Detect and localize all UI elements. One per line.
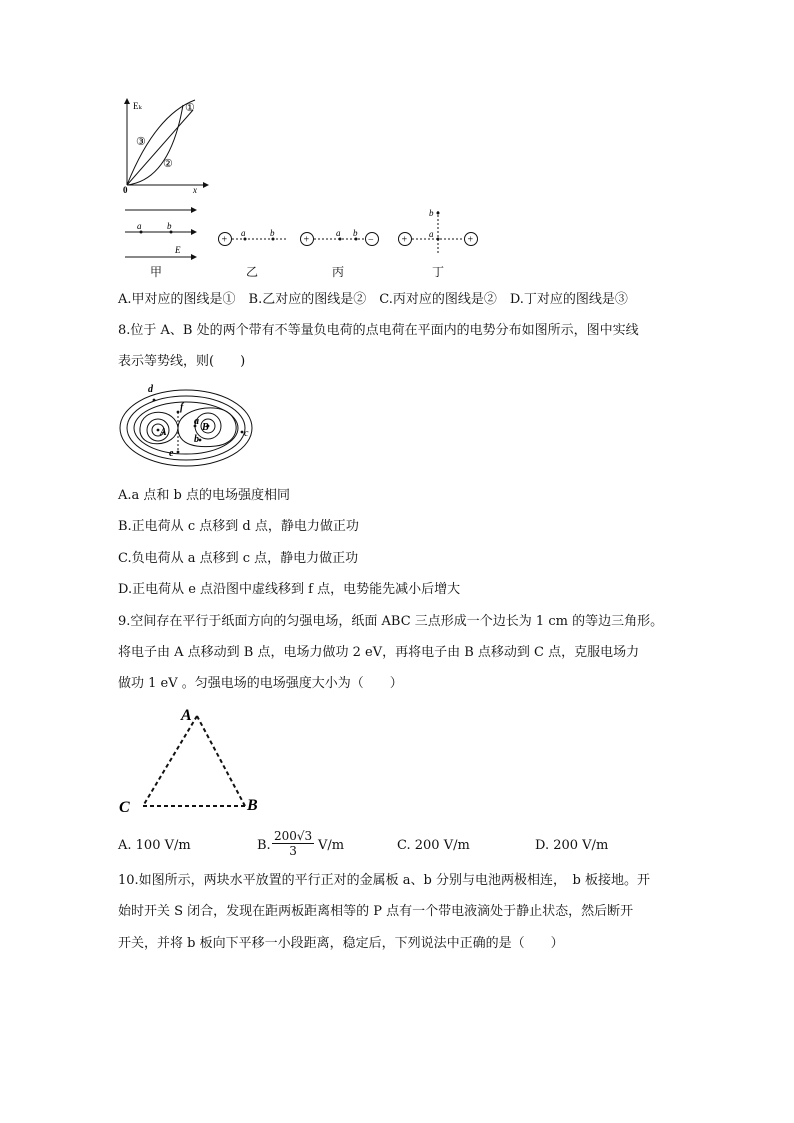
q9-stem-line1: 9.空间存在平行于纸面方向的匀强电场，纸面 ABC 三点形成一个边长为 1 cm 的等边三角形。 [118, 614, 664, 629]
q9-stem-line3: 做功 1 eV 。匀强电场的电场强度大小为（ ） [118, 676, 403, 691]
figure-jia [123, 202, 198, 262]
q10-stem-line3: 开关，并将 b 板向下平移一小段距离，稳定后，下列说法中正确的是（ ） [118, 936, 564, 951]
x-axis-label: x [193, 185, 197, 195]
triangle-figure [115, 702, 275, 817]
label-e: e [169, 448, 174, 459]
fraction-numerator: 200√3 [274, 829, 313, 843]
curve-label-3: ③ [136, 136, 146, 148]
bing-label-b: b [353, 228, 358, 238]
ding-label-b: b [429, 208, 434, 218]
caption-yi: 乙 [246, 265, 259, 279]
bing-label-a: a [336, 228, 341, 238]
triangle-label-A: A [181, 707, 192, 724]
q8-option-b: B.正电荷从 c 点移到 d 点，静电力做正功 [118, 519, 359, 534]
triangle-label-B: B [247, 797, 258, 814]
q9-option-c: C. 200 V/m [397, 838, 470, 853]
ding-label-a: a [429, 229, 434, 239]
equipotential-figure [118, 378, 258, 468]
label-A: A [160, 427, 167, 438]
label-c: c [244, 428, 249, 439]
q8-stem-line1: 8.位于 A、B 处的两个带有不等量负电荷的点电荷在平面内的电势分布如图所示，图中实线 [118, 323, 639, 338]
q9-option-b-fraction [272, 829, 314, 858]
q9-option-b-prefix: B. [257, 838, 271, 853]
q10-stem-line2: 始时开关 S 闭合，发现在距两板距离相等的 P 点有一个带电液滴处于静止状态，然后断开 [118, 904, 634, 919]
curve-label-1: ① [185, 102, 195, 114]
q7-options: A.甲对应的图线是① B.乙对应的图线是② C.丙对应的图线是② D.丁对应的图线是③ [118, 292, 628, 307]
q9-option-a: A. 100 V/m [118, 838, 191, 853]
ek-x-graph [115, 95, 210, 195]
label-a: a [194, 416, 199, 427]
label-f: f [180, 402, 184, 413]
caption-ding: 丁 [432, 265, 445, 279]
origin-label: 0 [123, 185, 128, 195]
figure-ding [395, 205, 485, 260]
label-d: d [148, 384, 153, 395]
q8-option-c: C.负电荷从 a 点移到 c 点，静电力做正功 [118, 551, 359, 566]
jia-label-E: E [175, 245, 181, 255]
ding-charge-right: + [467, 234, 474, 246]
triangle-label-C: C [119, 799, 130, 816]
yi-label-a: a [241, 228, 246, 238]
caption-jia: 甲 [150, 265, 163, 279]
jia-label-a: a [137, 221, 142, 231]
figure-yi [217, 228, 292, 250]
q8-option-d: D.正电荷从 e 点沿图中虚线移到 f 点，电势能先减小后增大 [118, 582, 461, 597]
figure-bing [298, 228, 383, 250]
caption-bing: 丙 [332, 265, 345, 279]
jia-label-b: b [167, 221, 172, 231]
yi-label-b: b [270, 228, 275, 238]
yi-charge-left: + [221, 234, 228, 246]
label-b: b [194, 434, 199, 445]
q9-option-b-unit: V/m [318, 838, 345, 853]
fraction-denominator: 3 [289, 844, 297, 858]
y-axis-label: Eₖ [133, 101, 142, 111]
q9-stem-line2: 将电子由 A 点移动到 B 点，电场力做功 2 eV，再将电子由 B 点移动到 C 点，克服电场力 [118, 645, 640, 660]
bing-charge-right: − [368, 234, 374, 246]
curve-label-2: ② [163, 158, 173, 170]
ding-charge-left: + [401, 234, 408, 246]
q8-option-a: A.a 点和 b 点的电场强度相同 [118, 488, 290, 503]
q10-stem-line1: 10.如图所示，两块水平放置的平行正对的金属板 a、b 分别与电池两极相连， b 板接地。开 [118, 873, 650, 888]
q9-option-d: D. 200 V/m [535, 838, 609, 853]
q8-stem-line2: 表示等势线，则( ) [118, 354, 246, 369]
bing-charge-left: + [303, 234, 310, 246]
label-B: B [202, 422, 209, 433]
